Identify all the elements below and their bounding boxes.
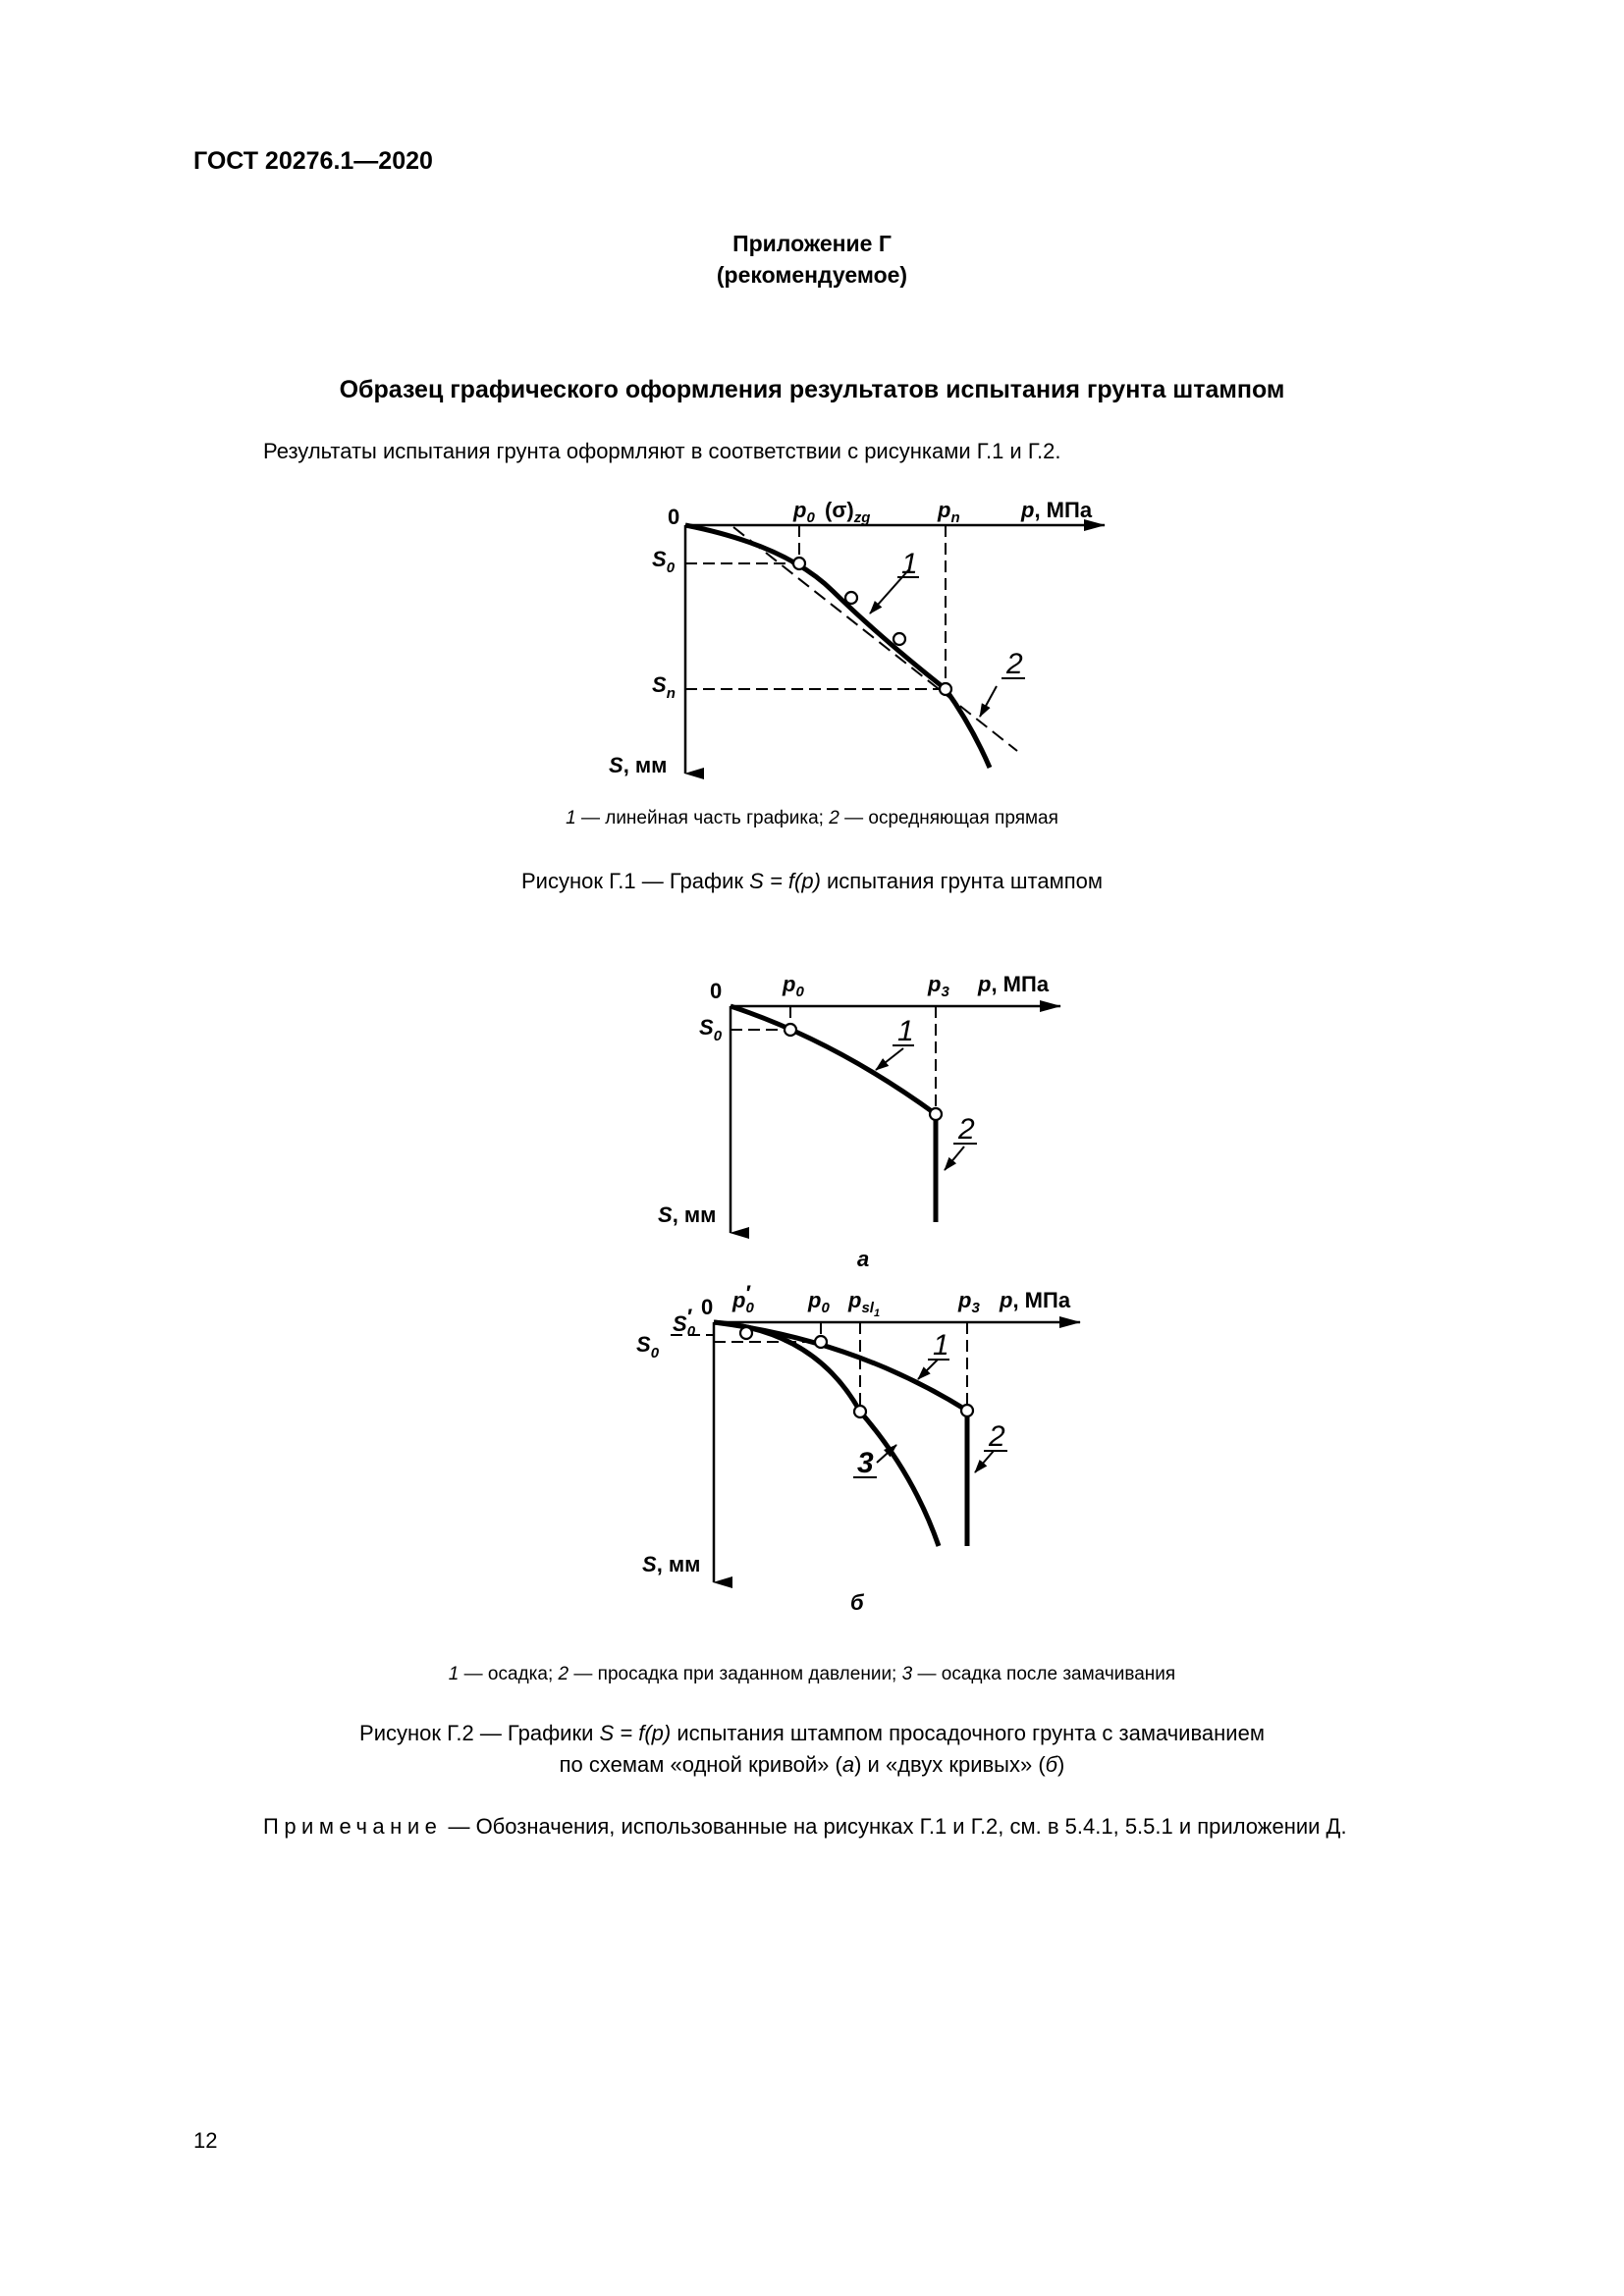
fig2b-psl-label: psl$_1$: [848, 1288, 881, 1319]
fig2b-p3-label: p3: [958, 1288, 980, 1316]
fig1-p0-label: p0: [793, 498, 815, 526]
note-label: Примечание: [263, 1814, 443, 1839]
note: [263, 1814, 1347, 1840]
fig2a-p-axis-label: p, МПа: [978, 972, 1050, 996]
appendix-status: (рекомендуемое): [716, 262, 908, 288]
fig1-pn-label: pn: [938, 498, 960, 526]
figure-2-legend: 1 — осадка; 2 — просадка при заданном давлении; 3 — осадка после замачивания: [448, 1664, 1176, 1684]
fig2a-callout-1: 1: [897, 1015, 914, 1047]
fig1-s0-label: S0: [652, 547, 676, 576]
fig2b-callout-3: 3: [857, 1447, 874, 1479]
fig2a-callout-2: 2: [958, 1113, 975, 1146]
fig2b-p-axis-label: p, МПа: [1000, 1288, 1071, 1312]
fig2a-p0-label: p0: [783, 972, 804, 1000]
figure-2-caption-line2: по схемам «одной кривой» (а) и «двух кривых» (б): [559, 1752, 1065, 1777]
fig1-p-axis-label: p, МПа: [1021, 498, 1093, 522]
fig2b-p0prime-label: p0′: [732, 1281, 754, 1316]
note-text: — Обозначения, использованные на рисунках Г.1 и Г.2, см. в 5.4.1, 5.5.1 и приложении Д.: [442, 1814, 1347, 1839]
fig2a-p3-label: p3: [928, 972, 949, 1000]
figure-1-legend: 1 — линейная часть графика; 2 — осредняющая прямая: [566, 808, 1058, 828]
appendix-title: Приложение Г: [732, 231, 892, 256]
fig2b-s0-label: S0: [636, 1332, 660, 1362]
fig1-sn-label: Sn: [652, 672, 676, 702]
fig2a-s-axis-label: S, мм: [658, 1202, 717, 1227]
section-title: Образец графического оформления результатов испытания грунта штампом: [339, 376, 1285, 403]
fig2b-p0-label: p0: [808, 1288, 830, 1316]
fig1-callout-2: 2: [1006, 648, 1023, 680]
fig2b-s-axis-label: S, мм: [642, 1552, 701, 1576]
fig2b-callout-1: 1: [933, 1329, 949, 1362]
fig1-callout-1: 1: [901, 548, 918, 580]
fig1-s-axis-label: S, мм: [609, 753, 668, 777]
fig2a-panel-label: а: [857, 1247, 870, 1271]
figure-2-caption: [0, 1718, 1624, 1781]
figure-2-caption-line1: Рисунок Г.2 — Графики S = f(p) испытания штампом просадочного грунта с замачиванием: [359, 1721, 1265, 1745]
fig2a-origin-label: 0: [710, 979, 723, 1003]
fig2a-s0-label: S0: [699, 1015, 723, 1044]
figure-1-caption: Рисунок Г.1 — График S = f(p) испытания грунта штампом: [520, 869, 1104, 893]
document-code: ГОСТ 20276.1—2020: [193, 147, 433, 175]
fig2b-origin-label: 0: [701, 1295, 714, 1319]
fig2b-s0prime-label: S0′: [673, 1305, 696, 1340]
fig1-origin-label: 0: [668, 505, 680, 529]
fig2b-curve-3: [714, 1322, 939, 1546]
fig2b-callout-2: 2: [989, 1420, 1005, 1453]
fig2b-panel-label: б: [850, 1590, 864, 1615]
fig1-sigma-label: (σ)zg: [825, 498, 871, 526]
intro-paragraph: Результаты испытания грунта оформляют в соответствии с рисунками Г.1 и Г.2.: [263, 439, 1061, 463]
page-number: 12: [193, 2128, 218, 2153]
